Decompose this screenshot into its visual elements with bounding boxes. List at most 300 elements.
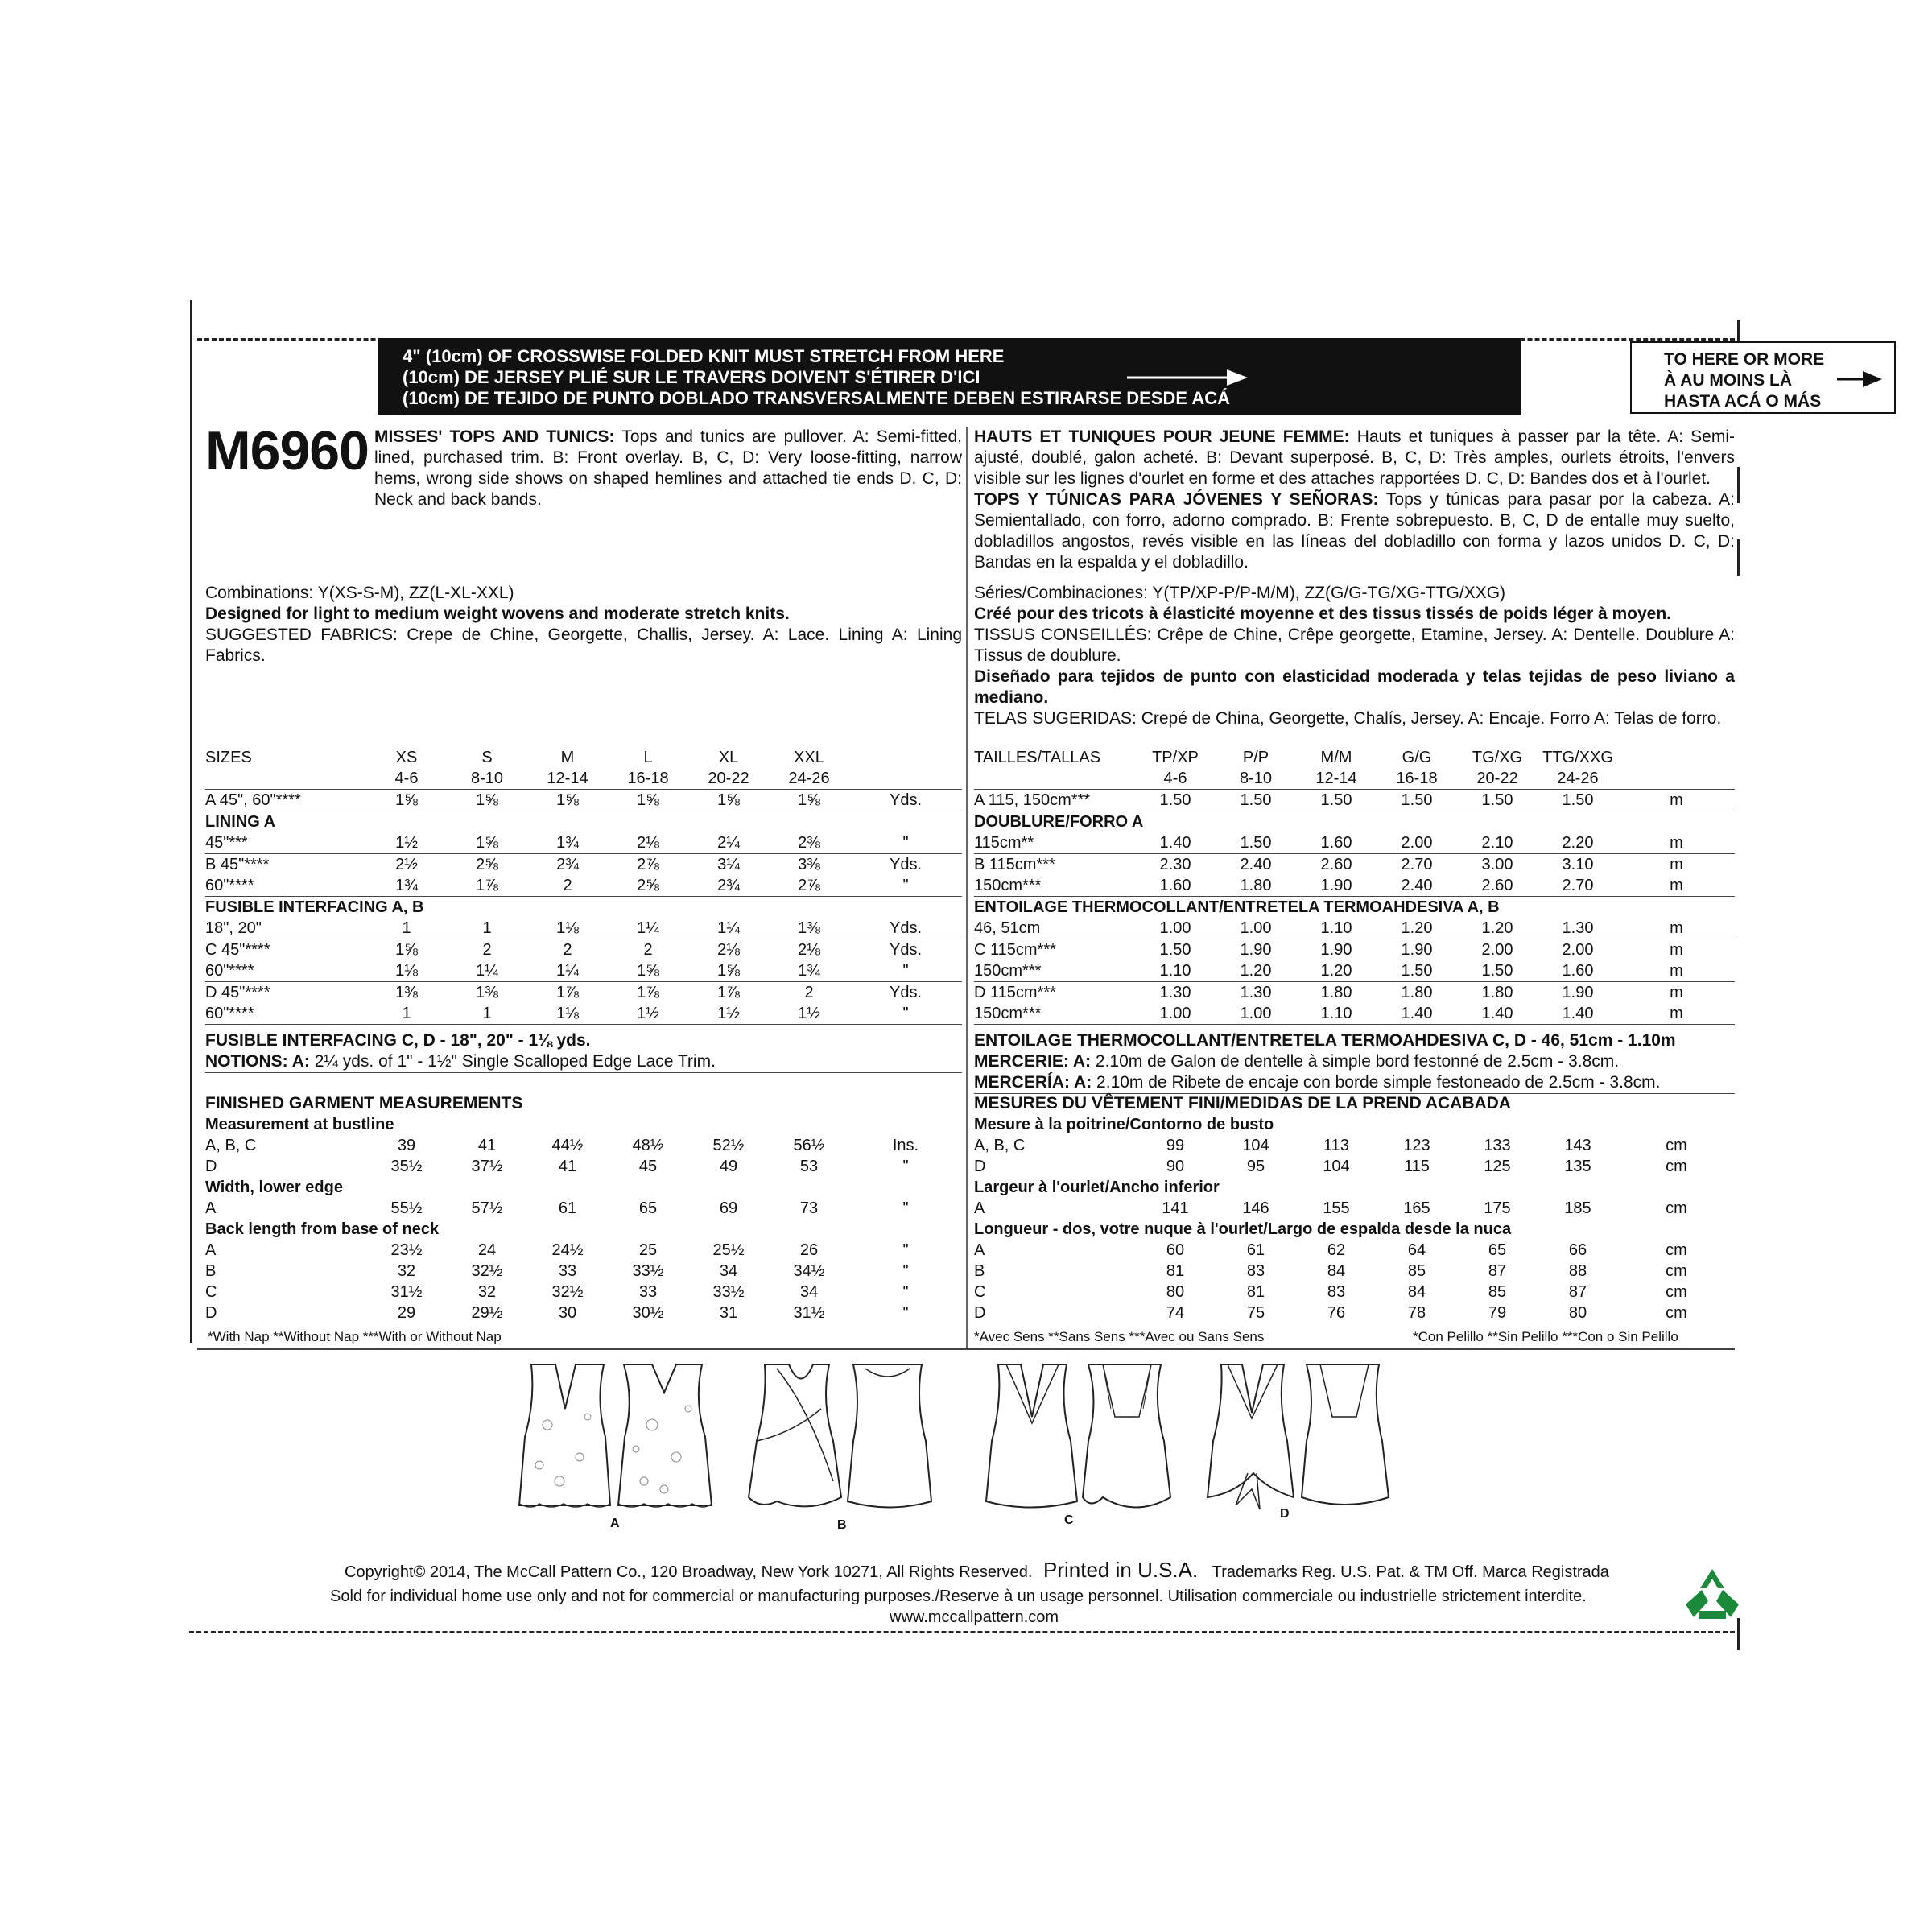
data-row <box>974 1261 1735 1282</box>
french-description <box>974 427 1735 573</box>
section-row <box>974 811 1735 833</box>
unit-header <box>849 747 962 768</box>
unit-cell: Yds. <box>889 856 923 873</box>
value-cell: 62 <box>1327 1241 1346 1259</box>
yardage-table-en <box>205 747 962 1025</box>
value-cell: 53 <box>799 1158 819 1175</box>
value-cell: 2 <box>643 941 653 959</box>
value-cell: 73 <box>799 1199 819 1217</box>
size-range-row <box>205 768 962 790</box>
value-cell <box>1216 811 1296 833</box>
section-row <box>974 1177 1735 1198</box>
row-label: 150cm*** <box>974 960 1135 982</box>
value-cell: 64 <box>1407 1241 1426 1259</box>
value-cell: 2.00 <box>1377 832 1457 854</box>
value-cell: 33½ <box>712 1283 745 1301</box>
value-cell <box>1296 811 1377 833</box>
value-cell: 1.30 <box>1240 984 1272 1001</box>
row-label <box>974 1219 1512 1240</box>
english-description <box>374 427 962 510</box>
value-cell <box>447 1219 527 1240</box>
copyright-line <box>345 1559 1609 1583</box>
row-label: D 115cm*** <box>974 984 1056 1001</box>
value-cell <box>688 811 769 833</box>
unit-cell: m <box>1618 1003 1735 1025</box>
value-cell: 30 <box>558 1304 577 1322</box>
value-cell: 1.00 <box>1135 918 1216 939</box>
row-label: 46, 51cm <box>974 918 1135 939</box>
value-cell: 2 <box>804 984 814 1001</box>
value-cell: 1¼ <box>447 960 527 982</box>
value-cell: 2⅛ <box>798 941 820 959</box>
section-label: LINING A <box>205 813 276 831</box>
value-cell: 39 <box>397 1137 416 1154</box>
row-label <box>205 1114 394 1135</box>
unit-cell: cm <box>1666 1137 1687 1154</box>
value-cell: 1.40 <box>1538 1003 1618 1025</box>
trademark: Trademarks Reg. U.S. Pat. & TM Off. Marca Registrada <box>1212 1563 1609 1581</box>
value-cell: 1 <box>447 918 527 939</box>
value-cell: 104 <box>1323 1158 1350 1175</box>
size-header-cell: P/P <box>1242 749 1269 766</box>
value-cell <box>769 1177 849 1198</box>
size-header-row <box>974 747 1735 768</box>
value-cell: 65 <box>638 1199 658 1217</box>
unit-cell <box>849 1219 962 1240</box>
row-label: A <box>205 1241 217 1259</box>
value-cell: 1.20 <box>1216 960 1296 982</box>
unit-cell: " <box>902 1262 909 1280</box>
row-label: A <box>974 1241 985 1259</box>
value-cell: 65 <box>1488 1241 1507 1259</box>
value-cell: 1⅝ <box>769 790 849 811</box>
value-cell: 1.40 <box>1135 832 1216 854</box>
data-row <box>974 1240 1735 1261</box>
size-range-cell: 4-6 <box>366 768 447 790</box>
value-cell: 2.40 <box>1377 875 1457 897</box>
value-cell: 1.50 <box>1538 790 1618 811</box>
view-a-label: A <box>610 1517 620 1530</box>
value-cell: 2.00 <box>1562 941 1594 959</box>
value-cell: 2⅞ <box>769 875 849 897</box>
value-cell: 2⅞ <box>637 856 659 873</box>
size-header-cell: M <box>560 749 575 766</box>
data-row <box>974 854 1735 876</box>
value-cell: 99 <box>1166 1137 1185 1154</box>
value-cell: 23½ <box>390 1241 423 1259</box>
size-range-cell: 16-18 <box>608 768 688 790</box>
value-cell <box>366 811 447 833</box>
mercerie: MERCERIE: A: 2.10m de Galon de dentelle à simple bord festonné de 2.5cm - 3.8cm. <box>974 1052 1620 1071</box>
value-cell: 2 <box>563 941 572 959</box>
row-label <box>205 897 424 919</box>
row-label: C <box>974 1283 986 1301</box>
value-cell: 1¾ <box>366 875 447 897</box>
value-cell: 1.50 <box>1216 790 1296 811</box>
value-cell: 133 <box>1484 1137 1511 1154</box>
value-cell: 1 <box>366 1003 447 1025</box>
data-row <box>205 918 962 939</box>
value-cell: 32 <box>397 1262 416 1280</box>
value-cell: 2¾ <box>556 856 579 873</box>
frame-right-tick-2 <box>1737 539 1740 576</box>
data-row <box>205 1282 962 1302</box>
value-cell: 84 <box>1327 1262 1346 1280</box>
value-cell: 1.50 <box>1377 960 1457 982</box>
row-label: A, B, C <box>205 1137 257 1154</box>
row-label <box>205 1177 366 1198</box>
value-cell <box>527 897 608 919</box>
value-cell: 1½ <box>366 832 447 854</box>
data-row <box>974 1003 1735 1025</box>
unit-cell: " <box>902 1241 909 1259</box>
value-cell: 2.40 <box>1240 856 1272 873</box>
value-cell: 1.40 <box>1377 1003 1457 1025</box>
value-cell <box>688 1114 769 1135</box>
unit-cell: " <box>849 832 962 854</box>
value-cell <box>447 1177 527 1198</box>
value-cell: 80 <box>1166 1283 1185 1301</box>
value-cell: 32 <box>477 1283 497 1301</box>
sold-line: Sold for individual home use only and not for commercial or manufacturing purposes./Reserve à un usage personnel. Utilisation commerciale ou industrielle strictement interdite. <box>330 1587 1587 1605</box>
row-label: 150cm*** <box>974 875 1135 897</box>
size-range-cell: 12-14 <box>1296 768 1377 790</box>
unit-cell: cm <box>1666 1304 1687 1322</box>
value-cell: 1.80 <box>1401 984 1433 1001</box>
copyright: Copyright© 2014, The McCall Pattern Co., 120 Broadway, New York 10271, All Rights Reserved. <box>345 1563 1033 1581</box>
value-cell: 31 <box>719 1304 738 1322</box>
value-cell: 34 <box>719 1262 738 1280</box>
value-cell: 87 <box>1568 1283 1587 1301</box>
unit-cell: cm <box>1666 1241 1687 1259</box>
value-cell: 2.00 <box>1481 941 1513 959</box>
value-cell <box>1377 1114 1457 1135</box>
row-label: 18", 20" <box>205 918 366 939</box>
value-cell: 1.90 <box>1320 941 1352 959</box>
size-header-cell: S <box>481 749 493 766</box>
value-cell: 1⅝ <box>608 790 688 811</box>
value-cell: 2.70 <box>1538 875 1618 897</box>
value-cell <box>608 811 688 833</box>
data-row <box>205 832 962 854</box>
value-cell: 1.20 <box>1457 918 1538 939</box>
size-header-cell: XS <box>395 749 418 766</box>
unit-cell <box>1618 1177 1735 1198</box>
value-cell <box>688 897 769 919</box>
value-cell: 1.20 <box>1377 918 1457 939</box>
row-label: D 45"**** <box>205 984 270 1001</box>
value-cell: 1.10 <box>1135 960 1216 982</box>
yardage-table-fr <box>974 747 1735 1025</box>
value-cell: 2.20 <box>1538 832 1618 854</box>
view-d-drawing <box>1203 1360 1397 1521</box>
value-cell: 1.20 <box>1296 960 1377 982</box>
value-cell: 2⅜ <box>769 832 849 854</box>
value-cell <box>769 1219 849 1240</box>
data-row <box>974 832 1735 854</box>
footnote-rule <box>197 1348 1735 1350</box>
value-cell: 29 <box>397 1304 416 1322</box>
value-cell <box>1216 1177 1296 1198</box>
size-header-cell: XXL <box>794 749 824 766</box>
column-divider <box>966 427 968 1348</box>
data-row <box>205 1135 962 1156</box>
value-cell: 81 <box>1166 1262 1185 1280</box>
website-url[interactable]: www.mccallpattern.com <box>890 1608 1059 1626</box>
data-row <box>974 1282 1735 1302</box>
section-label: Longueur - dos, votre nuque à l'ourlet/Largo de espalda desde la nuca <box>974 1220 1512 1238</box>
footnote-fr: *Avec Sens **Sans Sens ***Avec ou Sans Sens <box>974 1329 1265 1344</box>
value-cell: 1⅝ <box>688 790 769 811</box>
size-range-cell: 12-14 <box>527 768 608 790</box>
value-cell: 78 <box>1407 1304 1426 1322</box>
value-cell: 52½ <box>712 1137 745 1154</box>
data-row <box>974 939 1735 961</box>
row-label: A <box>205 1199 217 1217</box>
value-cell: 2⅝ <box>476 856 498 873</box>
size-range-cell: 4-6 <box>1135 768 1216 790</box>
combinations-fr: Séries/Combinaciones: Y(TP/XP-P/P-M/M), ZZ(G/G-TG/XG-TTG/XXG) <box>974 584 1506 602</box>
value-cell: 1⅝ <box>527 790 608 811</box>
value-cell: 1½ <box>608 1003 688 1025</box>
value-cell: 1⅜ <box>476 984 498 1001</box>
value-cell: 1.50 <box>1159 941 1191 959</box>
value-cell: 74 <box>1166 1304 1185 1322</box>
unit-cell: m <box>1618 875 1735 897</box>
data-row <box>205 1261 962 1282</box>
unit-cell: Yds. <box>849 918 962 939</box>
data-row <box>205 790 962 811</box>
value-cell: 87 <box>1488 1262 1507 1280</box>
row-label: 60"**** <box>205 1003 366 1025</box>
value-cell <box>1538 811 1618 833</box>
value-cell: 1⅝ <box>366 790 447 811</box>
footnote-es: *Con Pelillo **Sin Pelillo ***Con o Sin Pelillo <box>1413 1329 1678 1344</box>
value-cell: 35½ <box>390 1158 423 1175</box>
value-cell: 146 <box>1242 1199 1269 1217</box>
unit-cell: m <box>1618 918 1735 939</box>
value-cell: 61 <box>558 1199 577 1217</box>
unit-cell <box>1618 1114 1735 1135</box>
section-label: Mesure à la poitrine/Contorno de busto <box>974 1116 1274 1133</box>
value-cell: 1¾ <box>527 832 608 854</box>
value-cell: 25 <box>638 1241 658 1259</box>
value-cell: 66 <box>1568 1241 1587 1259</box>
value-cell: 2 <box>527 875 608 897</box>
value-cell: 33 <box>638 1283 658 1301</box>
value-cell <box>769 897 849 919</box>
value-cell: 61 <box>1246 1241 1265 1259</box>
value-cell: 25½ <box>712 1241 745 1259</box>
value-cell: 1.10 <box>1296 918 1377 939</box>
value-cell: 83 <box>1246 1262 1265 1280</box>
value-cell: 33 <box>558 1262 577 1280</box>
data-row <box>205 960 962 982</box>
value-cell: 75 <box>1246 1304 1265 1322</box>
arrow-right-icon <box>1837 369 1882 390</box>
unit-cell: " <box>902 1158 909 1175</box>
row-label: 60"**** <box>205 960 366 982</box>
unit-cell <box>849 1114 962 1135</box>
row-label: 60"**** <box>205 875 366 897</box>
unit-cell: cm <box>1666 1283 1687 1301</box>
value-cell: 76 <box>1327 1304 1346 1322</box>
value-cell: 2.70 <box>1401 856 1433 873</box>
value-cell: 1⅛ <box>366 960 447 982</box>
finished-measurements-en: FINISHED GARMENT MEASUREMENTS <box>205 1094 523 1113</box>
fabrics-en: SUGGESTED FABRICS: Crepe de Chine, Georgette, Challis, Jersey. A: Lace. Lining A: Lining Fabrics. <box>205 625 962 665</box>
unit-header <box>849 768 962 790</box>
unit-header <box>1618 768 1735 790</box>
value-cell <box>1457 1177 1538 1198</box>
value-cell: 165 <box>1403 1199 1430 1217</box>
value-cell: 34½ <box>793 1262 825 1280</box>
frame-right-tick-bottom <box>1737 1618 1740 1650</box>
size-header-cell: TP/XP <box>1152 749 1199 766</box>
row-label <box>974 811 1144 833</box>
french-desc: Hauts et tuniques à passer par la tête. A: Semi-ajusté, doublé, galon acheté. B: Devant superposé. B, C, D: Très amples, ourlets étroits, l'envers visible sur les lignes d'ourlet en forme et des attaches rapportées D. C, D: Bandes dos et à l'ourlet. <box>974 427 1735 488</box>
fabrics-es: TELAS SUGERIDAS: Crepé de China, Georgette, Chalís, Jersey. A: Encaje. Forro A: Telas de forro. <box>974 709 1722 728</box>
size-header-row <box>205 747 962 768</box>
section-row <box>974 897 1735 919</box>
size-range-cell: 24-26 <box>1538 768 1618 790</box>
row-label: 150cm*** <box>974 1003 1135 1025</box>
section-label: Largeur à l'ourlet/Ancho inferior <box>974 1179 1220 1196</box>
view-c-label: C <box>1064 1513 1074 1527</box>
designed-en: Designed for light to medium weight wovens and moderate stretch knits. <box>205 605 790 623</box>
value-cell <box>608 897 688 919</box>
unit-cell <box>849 897 962 919</box>
value-cell: 1.90 <box>1296 875 1377 897</box>
box-line-2: À AU MOINS LÀ <box>1664 371 1793 390</box>
row-label: B 115cm*** <box>974 856 1055 873</box>
value-cell <box>447 811 527 833</box>
unit-cell: " <box>902 1199 909 1217</box>
value-cell <box>608 1177 688 1198</box>
value-cell: 1.10 <box>1296 1003 1377 1025</box>
section-row <box>205 811 962 833</box>
recycle-icon <box>1682 1566 1742 1622</box>
size-header-cell: TG/XG <box>1472 749 1523 766</box>
value-cell: 1⅝ <box>447 790 527 811</box>
row-label: 115cm** <box>974 832 1135 854</box>
value-cell: 1⅞ <box>637 984 659 1001</box>
value-cell: 81 <box>1246 1283 1265 1301</box>
row-label: B 45"**** <box>205 856 270 873</box>
size-header-cell: G/G <box>1402 749 1432 766</box>
data-row <box>974 1198 1735 1219</box>
section-row <box>205 1114 962 1135</box>
row-label: A 115, 150cm*** <box>974 790 1135 811</box>
merceria: MERCERÍA: A: 2.10m de Ribete de encaje con borde simple festoneado de 2.5cm - 3.8cm. <box>974 1073 1661 1092</box>
fusible-interfacing-cd: FUSIBLE INTERFACING C, D - 18", 20" - 1⅛ yds. <box>205 1031 591 1050</box>
row-label: B <box>205 1262 217 1280</box>
value-cell: 1.90 <box>1240 941 1272 959</box>
size-header-cell: M/M <box>1320 749 1352 766</box>
unit-cell: cm <box>1666 1199 1687 1217</box>
value-cell: 34 <box>799 1283 819 1301</box>
value-cell: 2.30 <box>1159 856 1191 873</box>
value-cell: 33½ <box>632 1262 664 1280</box>
unit-cell: " <box>849 960 962 982</box>
value-cell: 3.10 <box>1562 856 1594 873</box>
french-title: HAUTS ET TUNIQUES POUR JEUNE FEMME: <box>974 427 1350 446</box>
value-cell: 2¾ <box>688 875 769 897</box>
value-cell: 44½ <box>551 1137 584 1154</box>
data-row <box>974 875 1735 897</box>
box-line-1: TO HERE OR MORE <box>1664 350 1825 369</box>
value-cell: 1⅝ <box>688 960 769 982</box>
value-cell: 1⅜ <box>769 918 849 939</box>
view-c-drawing <box>982 1360 1175 1521</box>
row-label: D <box>974 1304 986 1322</box>
unit-cell: " <box>902 1304 909 1322</box>
unit-cell: Yds. <box>889 984 923 1001</box>
unit-cell: m <box>1618 960 1735 982</box>
banner-line-1: 4" (10cm) OF CROSSWISE FOLDED KNIT MUST STRETCH FROM HERE <box>402 346 1005 366</box>
size-range-cell: 8-10 <box>1216 768 1296 790</box>
data-row <box>205 939 962 961</box>
row-label: C 115cm*** <box>974 941 1056 959</box>
value-cell: 1.00 <box>1216 1003 1296 1025</box>
value-cell: 79 <box>1488 1304 1507 1322</box>
row-label <box>974 897 1500 919</box>
value-cell: 31½ <box>390 1283 423 1301</box>
frame-left-line <box>190 300 192 1343</box>
value-cell: 49 <box>719 1158 738 1175</box>
value-cell: 125 <box>1484 1158 1511 1175</box>
value-cell <box>1538 1177 1618 1198</box>
section-row <box>205 1219 962 1240</box>
row-label <box>205 811 366 833</box>
measurements-table-en <box>205 1114 962 1323</box>
section-label: Back length from base of neck <box>205 1220 440 1238</box>
unit-cell: m <box>1670 984 1683 1001</box>
value-cell: 1.50 <box>1296 790 1377 811</box>
unit-cell: m <box>1618 790 1735 811</box>
value-cell <box>769 811 849 833</box>
value-cell: 30½ <box>632 1304 664 1322</box>
unit-cell: " <box>849 875 962 897</box>
value-cell: 1.60 <box>1296 832 1377 854</box>
value-cell: 1⅞ <box>717 984 740 1001</box>
value-cell: 1⅝ <box>447 832 527 854</box>
data-row <box>205 854 962 876</box>
row-label: D <box>205 1304 217 1322</box>
unit-cell <box>1618 811 1735 833</box>
size-range-row <box>974 768 1735 790</box>
value-cell: 1.30 <box>1159 984 1191 1001</box>
value-cell <box>1296 1114 1377 1135</box>
value-cell <box>1377 811 1457 833</box>
value-cell: 55½ <box>390 1199 423 1217</box>
view-b-label: B <box>837 1518 847 1532</box>
value-cell: 141 <box>1162 1199 1189 1217</box>
value-cell <box>1538 1114 1618 1135</box>
unit-cell: Yds. <box>849 790 962 811</box>
value-cell: 2 <box>482 941 492 959</box>
size-header-label: SIZES <box>205 749 252 766</box>
row-label <box>974 1177 1220 1198</box>
value-cell: 1⅛ <box>527 918 608 939</box>
unit-cell: " <box>849 1003 962 1025</box>
value-cell: 1¾ <box>769 960 849 982</box>
data-row <box>974 790 1735 811</box>
value-cell: 2⅛ <box>608 832 688 854</box>
value-cell: 2.60 <box>1320 856 1352 873</box>
value-cell: 26 <box>799 1241 819 1259</box>
value-cell <box>1457 811 1538 833</box>
